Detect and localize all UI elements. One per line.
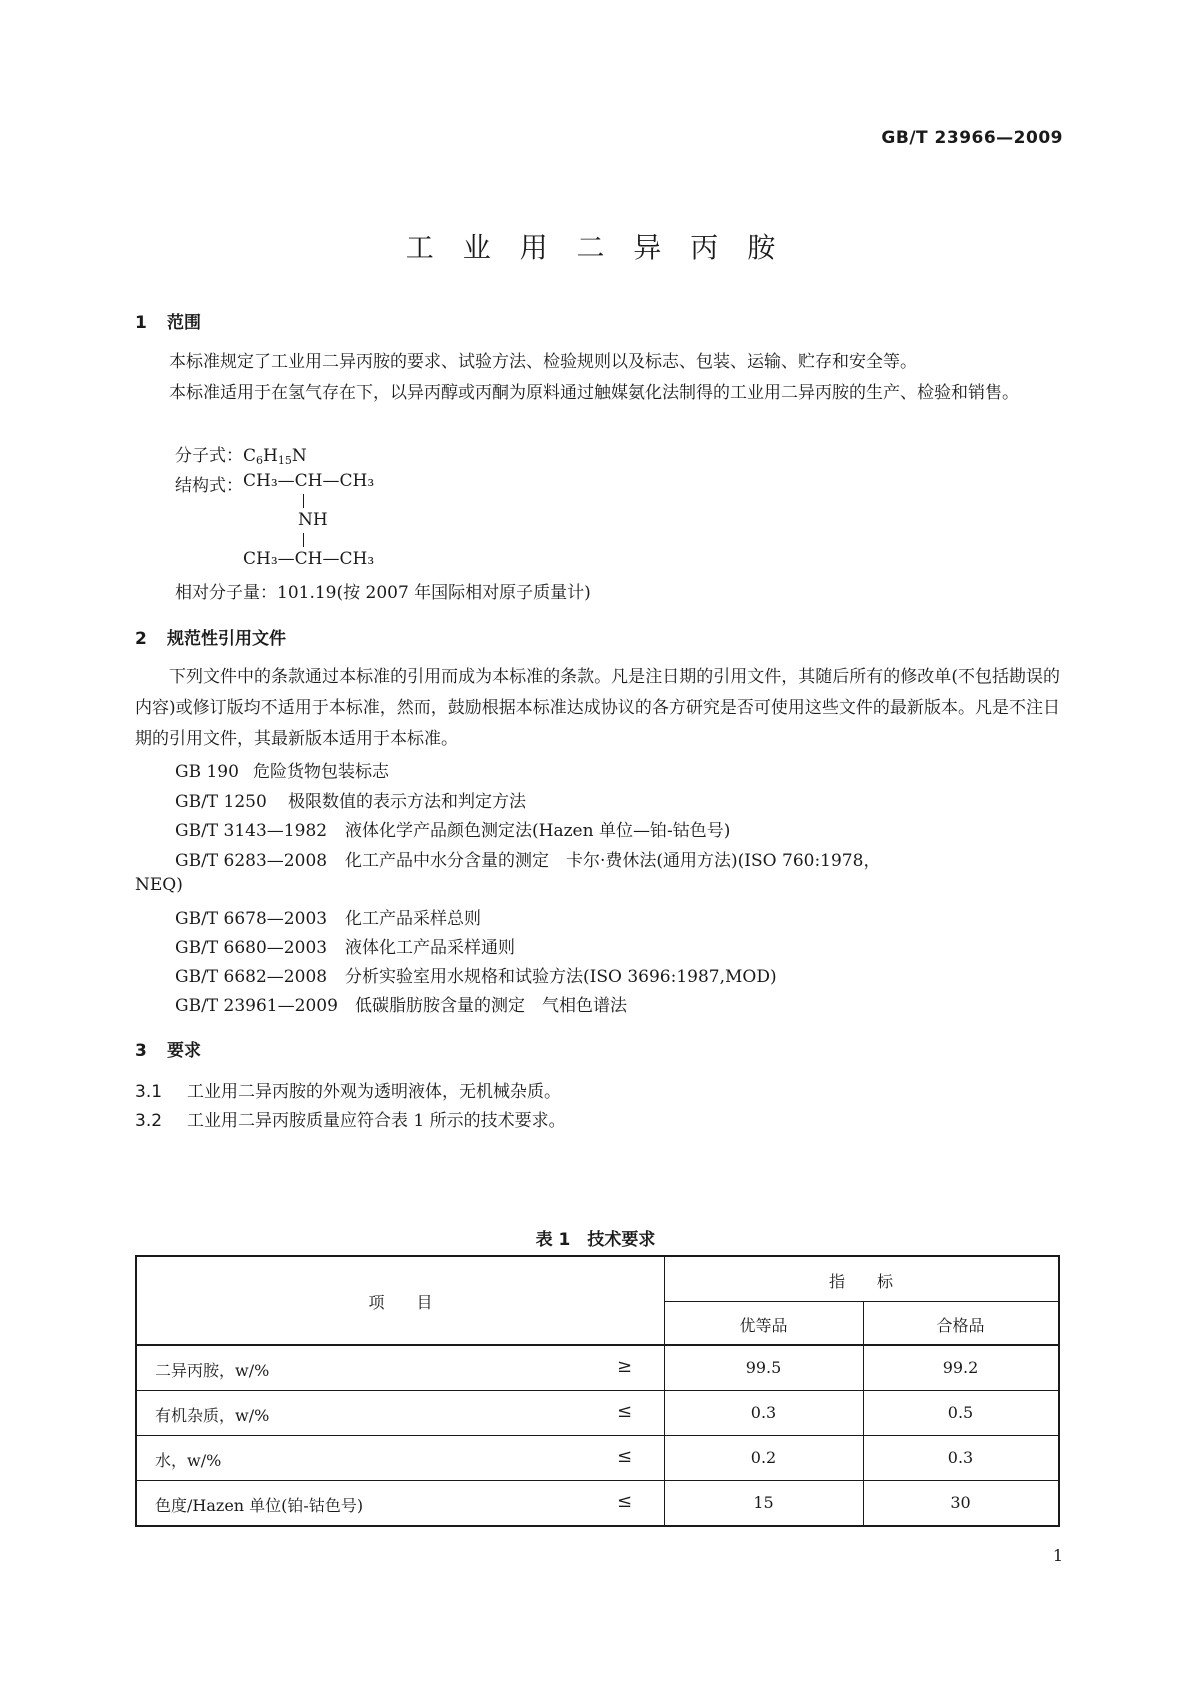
structure-bond-bottom (303, 533, 304, 547)
table-header-item: 项 目 (368, 1293, 433, 1312)
ref-item (175, 962, 777, 987)
table-row-value-2: 30 (950, 1493, 971, 1512)
table-row-value-1: 15 (753, 1493, 774, 1512)
table-row-item: 水，w/% (155, 1451, 222, 1470)
table-row-operator: ≤ (617, 1446, 633, 1467)
ref-code: GB/T 6680—2003 (175, 938, 328, 958)
clause-number: 3.2 (135, 1111, 163, 1131)
section-number: 3 (135, 1041, 147, 1061)
page-number: 1 (1052, 1546, 1063, 1565)
ref-title: 低碳脂肪胺含量的测定 气相色谱法 (355, 996, 627, 1016)
ref-item (175, 846, 880, 871)
formula-value: $C_6H_{15}N$ (243, 446, 307, 467)
section-title: 要求 (167, 1041, 201, 1061)
clause-3-2 (135, 1106, 566, 1131)
table-row-value-2: 0.5 (947, 1403, 974, 1422)
section-number: 2 (135, 629, 147, 649)
table-header-grade-1: 优等品 (739, 1316, 788, 1335)
ref-code: GB/T 6678—2003 (175, 909, 328, 929)
section-2-intro: 下列文件中的条款通过本标准的引用而成为本标准的条款。凡是注日期的引用文件，其随后所有的修改单(不包括勘误的内容)或修订版均不适用于本标准，然而，鼓励根据本标准达成协议的各方研究是否可使用这些文件的最新版本。凡是不注日期的引用文件，其最新版本适用于本标准。 (135, 667, 1060, 749)
ref-code: GB/T 1250 (175, 792, 267, 812)
ref-item (175, 991, 627, 1016)
clause-text: 工业用二异丙胺质量应符合表 1 所示的技术要求。 (187, 1111, 566, 1131)
ref-item (175, 787, 526, 812)
table-divider (137, 1480, 1058, 1481)
table-row-item: 有机杂质，w/% (155, 1406, 270, 1425)
table-row-item: 二异丙胺，w/% (155, 1361, 270, 1380)
table-row-value-1: 0.2 (750, 1448, 777, 1467)
section-title: 范围 (167, 313, 201, 333)
ref-item-continuation: NEQ) (135, 875, 183, 895)
structure-top-row: CH₃—CH—CH₃ (243, 471, 375, 491)
document-title: 工 业 用 二 异 丙 胺 (405, 231, 786, 264)
section-3-heading (135, 1036, 201, 1061)
structure-bond-top (303, 494, 304, 508)
ref-item (175, 816, 730, 841)
table-row-value-2: 0.3 (947, 1448, 974, 1467)
section-1-para-1: 本标准规定了工业用二异丙胺的要求、试验方法、检验规则以及标志、包装、运输、贮存和安全等。 (169, 352, 917, 372)
clause-number: 3.1 (135, 1082, 163, 1102)
table-row-value-1: 0.3 (750, 1403, 777, 1422)
tech-requirements-table (135, 1255, 1060, 1527)
molecular-formula (175, 441, 307, 467)
ref-code: GB/T 23961—2009 (175, 996, 338, 1016)
section-1-para-2: 本标准适用于在氢气存在下，以异丙醇或丙酮为原料通过触媒氨化法制得的工业用二异丙胺的生产、检验和销售。 (169, 383, 1019, 403)
ref-title: 液体化工产品采样通则 (345, 938, 515, 958)
table-caption: 表 1 技术要求 (535, 1230, 656, 1250)
table-row-operator: ≤ (617, 1491, 633, 1512)
section-2-heading (135, 624, 286, 649)
ref-title: 化工产品采样总则 (345, 909, 481, 929)
clause-text: 工业用二异丙胺的外观为透明液体，无机械杂质。 (187, 1082, 561, 1102)
section-title: 规范性引用文件 (167, 629, 286, 649)
ref-code: GB/T 3143—1982 (175, 821, 328, 841)
ref-code: GB 190 (175, 762, 239, 782)
table-header-grade-2: 合格品 (936, 1316, 985, 1335)
formula-label: 分子式： (175, 446, 243, 466)
standard-code: GB/T 23966—2009 (881, 128, 1063, 148)
table-row-operator: ≤ (617, 1401, 633, 1422)
structure-nh: NH (298, 510, 328, 530)
table-divider (137, 1435, 1058, 1436)
table-row-value-1: 99.5 (745, 1358, 782, 1377)
structure-formula-label: 结构式： (175, 476, 243, 496)
ref-code: GB/T 6283—2008 (175, 851, 328, 871)
table-divider (137, 1344, 1058, 1346)
ref-title: 化工产品中水分含量的测定 卡尔·费休法(通用方法)(ISO 760:1978， (345, 851, 881, 871)
table-divider (664, 1257, 665, 1525)
ref-title: 危险货物包装标志 (253, 762, 389, 782)
table-header-index: 指 标 (828, 1272, 893, 1291)
ref-code: GB/T 6682—2008 (175, 967, 328, 987)
clause-3-1 (135, 1077, 561, 1102)
structure-bottom-row: CH₃—CH—CH₃ (243, 549, 375, 569)
table-row-value-2: 99.2 (942, 1358, 979, 1377)
table-divider (664, 1301, 1058, 1302)
section-1-heading (135, 308, 201, 333)
section-number: 1 (135, 313, 147, 333)
ref-title: 液体化学产品颜色测定法(Hazen 单位—铂-钴色号) (345, 821, 731, 841)
table-row-operator: ≥ (617, 1356, 633, 1377)
table-divider (137, 1390, 1058, 1391)
relative-molecular-mass: 相对分子量：101.19(按 2007 年国际相对原子质量计) (175, 583, 591, 603)
table-row-item: 色度/Hazen 单位(铂-钴色号) (155, 1496, 364, 1515)
ref-title: 分析实验室用水规格和试验方法(ISO 3696:1987,MOD) (345, 967, 777, 987)
ref-title: 极限数值的表示方法和判定方法 (288, 792, 526, 812)
ref-item (175, 757, 389, 782)
ref-item (175, 933, 515, 958)
ref-item (175, 904, 481, 929)
